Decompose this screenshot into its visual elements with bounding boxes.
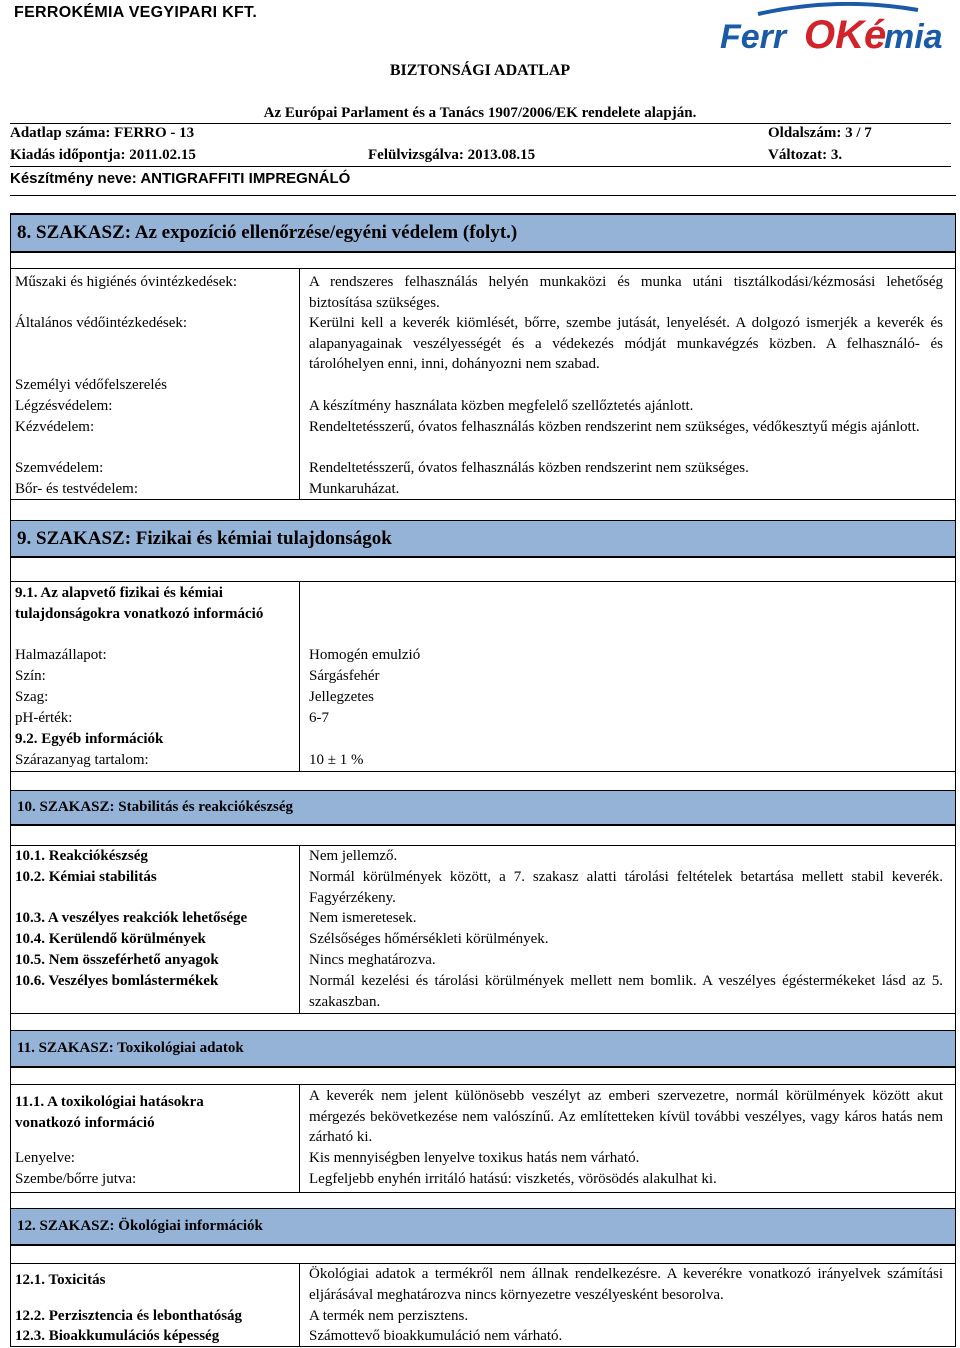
- s9-subheading: 9.2. Egyéb információk: [15, 731, 164, 747]
- divider: [10, 1245, 956, 1246]
- column-divider: [299, 1263, 300, 1347]
- regulation-line: Az Európai Parlament és a Tanács 1907/2006/EK rendelete alapján.: [263, 105, 697, 121]
- divider: [10, 825, 956, 826]
- s8-label: Személyi védőfelszerelés: [15, 377, 168, 393]
- s10-label: 10.1. Reakciókészség: [15, 848, 148, 864]
- s10-value: Szélsőséges hőmérsékleti körülmények.: [309, 931, 549, 947]
- version: Változat: 3.: [768, 147, 843, 163]
- s11-label: Szembe/bőrre jutva:: [15, 1171, 137, 1187]
- s12-label: 12.3. Bioakkumulációs képesség: [15, 1328, 220, 1344]
- s8-value: Munkaruházat.: [309, 481, 400, 497]
- s11-label: Lenyelve:: [15, 1150, 75, 1166]
- s11-value: Legfeljebb enyhén irritáló hatású: viszketés, vörösödés alakulhat ki.: [309, 1171, 717, 1187]
- s10-value: Normál körülmények között, a 7. szakasz alatti tárolási feltételek betartása mellett stabil keverék. Fagyérzékeny.: [309, 869, 943, 906]
- section-8-header: 8. SZAKASZ: Az expozíció ellenőrzése/egyéni védelem (folyt.): [10, 214, 956, 252]
- s9-subheading: 9.1. Az alapvető fizikai és kémiai tulajdonságokra vonatkozó információ: [15, 585, 264, 622]
- logo-text-mid: OKé: [804, 13, 887, 57]
- s11-value: Kis mennyiségben lenyelve toxikus hatás nem várható.: [309, 1150, 640, 1166]
- s9-label: Halmazállapot:: [15, 647, 107, 663]
- s12-label: 12.2. Perzisztencia és lebonthatóság: [15, 1308, 243, 1324]
- s9-value: Jellegzetes: [309, 689, 374, 705]
- s12-value: A termék nem perzisztens.: [309, 1308, 469, 1324]
- column-divider: [299, 581, 300, 771]
- s8-label: Kézvédelem:: [15, 419, 95, 435]
- s9-label: Szárazanyag tartalom:: [15, 752, 149, 768]
- s9-value: Homogén emulzió: [309, 647, 421, 663]
- s10-value: Normál kezelési és tárolási körülmények mellett nem bomlik. A veszélyes égéstermékeket lásd az 5. szakaszban.: [309, 973, 943, 1010]
- divider: [10, 1067, 956, 1068]
- s10-label: 10.5. Nem összeférhető anyagok: [15, 952, 219, 968]
- column-divider: [299, 1084, 300, 1192]
- section-10-header: 10. SZAKASZ: Stabilitás és reakciókészség: [10, 790, 956, 825]
- s8-label: Légzésvédelem:: [15, 398, 113, 414]
- divider: [10, 771, 956, 772]
- company-name: FERROKÉMIA VEGYIPARI KFT.: [14, 4, 258, 21]
- s10-value: Nincs meghatározva.: [309, 952, 436, 968]
- section-11-header: 11. SZAKASZ: Toxikológiai adatok: [10, 1030, 956, 1067]
- s12-label: 12.1. Toxicitás: [15, 1272, 106, 1288]
- column-divider: [299, 268, 300, 499]
- s10-label: 10.2. Kémiai stabilitás: [15, 869, 157, 885]
- s9-value: 10 ± 1 %: [309, 752, 364, 768]
- s9-value: 6-7: [309, 710, 329, 726]
- s8-value: Kerülni kell a keverék kiömlését, bőrre, szembe jutását, lenyelését. A dolgozó ismerjék a keverék és alapanyagainak veszélyességét és a védekezés módját munkavégzés közben. A felhasználó- és tárolóhelyen enni, inni, dohányozni nem szabad.: [309, 315, 943, 372]
- divider: [10, 499, 956, 500]
- s10-value: Nem jellemző.: [309, 848, 398, 864]
- page-number: Oldalszám: 3 / 7: [768, 125, 872, 141]
- s12-value: Számottevő bioakkumuláció nem várható.: [309, 1328, 563, 1344]
- ferrokemia-logo: [718, 2, 950, 60]
- document-title: BIZTONSÁGI ADATLAP: [389, 62, 571, 79]
- product-name: Készítmény neve: ANTIGRAFFITI IMPREGNÁLÓ: [10, 170, 351, 187]
- logo-text-suffix: mia: [884, 18, 943, 56]
- section-12-header: 12. SZAKASZ: Ökológiai információk: [10, 1208, 956, 1245]
- header-divider: [10, 123, 951, 124]
- divider: [10, 195, 956, 196]
- divider: [10, 1192, 956, 1193]
- s9-value: Sárgásfehér: [309, 668, 380, 684]
- s11-value: A keverék nem jelent különösebb veszélyt az emberi szervezetre, normál körülmények között akut mérgezés bekövetkezése nem valószínű. Az említetteken kívül további veszélyes, vagy káros hatás nem zárható ki.: [309, 1088, 943, 1145]
- column-divider: [299, 845, 300, 1013]
- s8-label: Műszaki és higiénés óvintézkedések:: [15, 274, 238, 290]
- s12-value: Ökológiai adatok a termékről nem állnak rendelkezésre. A keverékre vonatkozó irányelvek számítási eljárásával meghatározva nincs környezetre veszélyesként besorolva.: [309, 1266, 943, 1303]
- s8-value: A rendszeres felhasználás helyén munkaközi és munka utáni tisztálkodási/kézmosási lehetőség biztosítása szükséges.: [309, 274, 943, 311]
- s8-value: Rendeltetésszerű, óvatos felhasználás közben rendszerint nem szükséges, védőkesztyű mégis ajánlott.: [309, 419, 920, 435]
- s9-label: Szag:: [15, 689, 49, 705]
- s10-label: 10.4. Kerülendő körülmények: [15, 931, 206, 947]
- s8-value: A készítmény használata közben megfelelő szellőztetés ajánlott.: [309, 398, 694, 414]
- revision-date: Felülvizsgálva: 2013.08.15: [368, 147, 536, 163]
- sheet-number: Adatlap száma: FERRO - 13: [10, 125, 195, 141]
- s9-label: pH-érték:: [15, 710, 73, 726]
- s10-value: Nem ismeretesek.: [309, 910, 417, 926]
- s8-label: Szemvédelem:: [15, 460, 104, 476]
- logo-text-prefix: Ferr: [720, 18, 787, 56]
- section-9-header: 9. SZAKASZ: Fizikai és kémiai tulajdonságok: [10, 520, 956, 557]
- s9-label: Szín:: [15, 668, 46, 684]
- s11-label: 11.1. A toxikológiai hatásokra vonatkozó információ: [15, 1094, 204, 1131]
- divider: [10, 252, 956, 253]
- divider: [10, 1084, 956, 1085]
- divider: [10, 557, 956, 558]
- issue-date: Kiadás időpontja: 2011.02.15: [10, 147, 196, 163]
- s8-value: Rendeltetésszerű, óvatos felhasználás közben rendszerint nem szükséges.: [309, 460, 749, 476]
- header-divider: [10, 166, 951, 167]
- divider: [10, 1013, 956, 1014]
- s10-label: 10.3. A veszélyes reakciók lehetősége: [15, 910, 248, 926]
- divider: [10, 581, 956, 582]
- s10-label: 10.6. Veszélyes bomlástermékek: [15, 973, 219, 989]
- s8-label: Bőr- és testvédelem:: [15, 481, 138, 497]
- divider: [10, 268, 956, 269]
- s8-label: Általános védőintézkedések:: [15, 315, 188, 331]
